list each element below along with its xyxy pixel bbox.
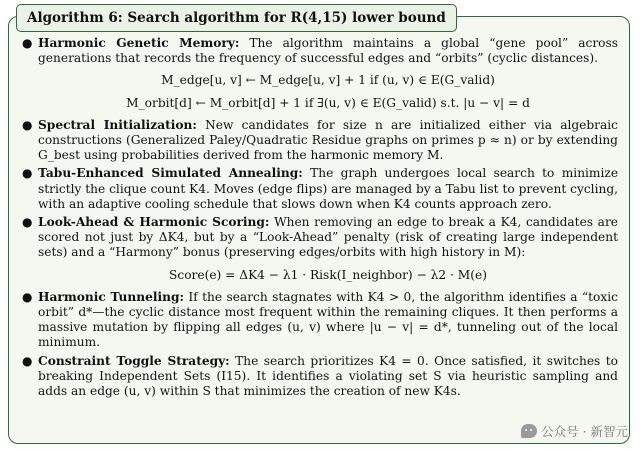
item-label: Spectral Initialization: [38,117,197,132]
item-text: New candidates for size n are initialized either via algebraic constructions (Generalized Paley/Quadratic Residue graphs on primes p ≈ n) or by extending G_best using probabilities derived from the harmonic memory M. [38,117,619,163]
list-item-harmonic-memory [22,36,619,66]
list-item-tabu-annealing [22,166,619,212]
bullet-icon: ● [22,215,33,230]
bullet-icon: ● [22,289,33,304]
item-label: Harmonic Tunneling: [38,289,184,304]
item-label: Look-Ahead & Harmonic Scoring: [38,215,270,230]
item-label: Constraint Toggle Strategy: [38,353,230,368]
watermark [521,422,628,440]
item-text: The algorithm maintains a global “gene pool” across generations that records the frequency of successful edges and “orbits” (cyclic distances). [38,36,619,66]
item-text: When removing an edge to break a K4, candidates are scored not just by ΔK4, but by a “Look-Ahead” penalty (risk of creating large independent sets) and a “Harmony” bonus (preserving edges/orbits with high history in M): [38,215,618,260]
item-label: Harmonic Genetic Memory: [38,36,240,50]
item-text: The search prioritizes K4 = 0. Once satisfied, it switches to breaking Independent Sets (I15). It identifies a violating set S via heuristic sampling and adds an edge (u, v) within S that minimizes the creation of new K4s. [38,353,618,399]
equation-edge-memory: M_edge[u, v] ← M_edge[u, v] + 1 if (u, v) ∈ E(G_valid) [161,73,495,88]
list-item-constraint-toggle [22,353,618,400]
wechat-icon [521,424,537,438]
item-text: If the search stagnates with K4 > 0, the algorithm identifies a “toxic orbit” d*—the cyclic distance most frequent within the remaining cliques. It then performs a massive mutation by flipping all edges (u, v) where |u − v| = d*, tunneling out of the local minimum. [38,289,618,350]
bullet-icon: ● [22,36,33,50]
algorithm-content [22,36,619,402]
list-item-harmonic-tunneling [22,289,618,351]
item-text: The graph undergoes local search to minimize strictly the clique count K4. Moves (edge flips) are managed by a Tabu list to prevent cycling, with an adaptive cooling schedule that slows down when K4 counts approach zero. [38,166,619,211]
algorithm-title: Algorithm 6: Search algorithm for R(4,15) lower bound [16,4,457,32]
bullet-icon: ● [22,166,33,181]
list-item-spectral-init [22,117,619,164]
list-item-lookahead-scoring [22,215,618,261]
equation-orbit-memory: M_orbit[d] ← M_orbit[d] + 1 if ∃(u, v) ∈ E(G_valid) s.t. |u − v| = d [126,95,530,110]
bullet-icon: ● [22,117,33,132]
bullet-icon: ● [22,353,33,368]
watermark-text: 公众号 · 新智元 [541,424,628,439]
item-label: Tabu-Enhanced Simulated Annealing: [38,166,303,181]
equation-score: Score(e) = ΔK4 − λ1 · Risk(I_neighbor) − λ2 · M(e) [169,267,487,282]
